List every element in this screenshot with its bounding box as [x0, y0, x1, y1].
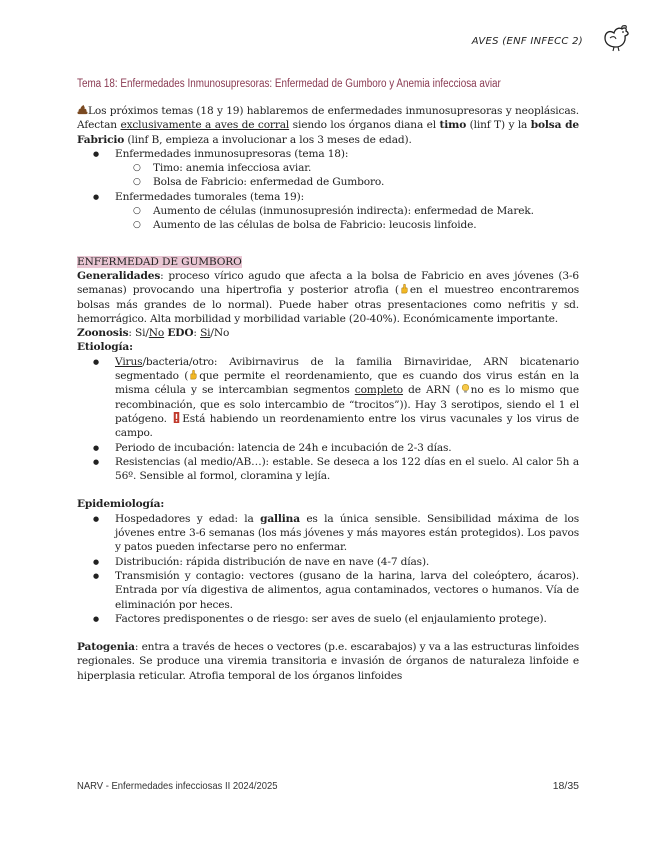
exclamation-icon: [171, 412, 182, 423]
footer-course: NARV - Enfermedades infecciosas II 2024/2025: [77, 780, 278, 792]
patogenia-paragraph: Patogenia: entra a través de heces o vectores (p.e. escarabajos) y va a las estructuras linfoides regionales. Se produce una viremia transitoria e invasión de órganos de naturaleza linfoide e hiperplasia reticular. Atrofia temporal de los órganos linfoides: [77, 641, 579, 682]
hen-icon: [601, 24, 631, 52]
overview-list: [77, 147, 579, 233]
sublist: [115, 204, 579, 233]
epidemiologia-heading: Epidemiología:: [77, 498, 165, 511]
sublist: [115, 161, 579, 190]
list-item: ● Periodo de incubación: latencia de 24h e incubación de 2-3 días.: [77, 441, 579, 455]
list-item: ● Distribución: rápida distribución de nave en nave (4-7 días).: [77, 555, 579, 569]
main-content: [77, 104, 579, 683]
list-item: ● Enfermedades tumorales (tema 19): ○ Aumento de células (inmunosupresión indirecta): enfermedad de Marek. ○ Aumento de las células de bolsa de Fabricio: leucosis linfoide.: [77, 190, 579, 233]
epidemiologia-list: [77, 512, 579, 626]
poop-emoji-icon: [77, 104, 88, 115]
list-item: ● Transmisión y contagio: vectores (gusano de la harina, larva del coleóptero, ácaros). Entrada por vía digestiva de alimentos, agua contaminados, vectores o humanos. Vía de eliminación por heces.: [77, 569, 579, 612]
list-item: ● Resistencias (al medio/AB…): estable. Se deseca a los 122 días en el suelo. Al calor 5h a 56º. Sensible al formol, cloramina y lejía.: [77, 455, 579, 484]
generalidades-paragraph: Generalidades: proceso vírico agudo que afecta a la bolsa de Fabricio en aves jóvenes (3-6 semanas) provocando una hipertrofia y posterior atrofia ( en el muestreo encontraremos bolsas más grandes de lo normal). Puede haber otras presentaciones como nefritis y sd. hemorrágico. Alta morbilidad y morbilidad variable (20-40%). Económicamente importante.: [77, 269, 579, 325]
intro-paragraph: Los próximos temas (18 y 19) hablaremos de enfermedades inmunosupresoras y neoplásicas. Afectan exclusivamente a aves de corral siendo los órganos diana el timo (linf T) y la bolsa de Fabricio (linf B, empieza a involucionar a los 3 meses de edad).: [77, 105, 579, 146]
section-title-gumboro: ENFERMEDAD DE GUMBORO: [77, 255, 242, 268]
footer-page-number: 18/35: [552, 780, 579, 792]
list-item: ● Hospedadores y edad: la gallina es la única sensible. Sensibilidad máxima de los jóvenes entre 3-6 semanas (los más jóvenes y más mayores están protegidos). Los pavos y patos pueden infectarse pero no enfermar.: [77, 512, 579, 555]
list-item: ○ Timo: anemia infecciosa aviar.: [115, 161, 579, 175]
list-item: ○ Aumento de células (inmunosupresión indirecta): enfermedad de Marek.: [115, 204, 579, 218]
header-title: AVES (ENF INFECC 2): [471, 36, 583, 47]
etiologia-heading: Etiología:: [77, 341, 133, 354]
list-item: ● Enfermedades inmunosupresoras (tema 18): ○ Timo: anemia infecciosa aviar. ○ Bolsa de Fabricio: enfermedad de Gumboro.: [77, 147, 579, 190]
lightbulb-icon: [460, 383, 471, 394]
etiologia-list: [77, 355, 579, 484]
topic-title: Tema 18: Enfermedades Inmunosupresoras: Enfermedad de Gumboro y Anemia infecciosa aviar: [77, 78, 501, 90]
list-item: ● Factores predisponentes o de riesgo: ser aves de suelo (el enjaulamiento protege).: [77, 612, 579, 626]
pointing-hand-icon: [188, 369, 199, 380]
pointing-hand-icon: [399, 283, 410, 294]
zoonosis-line: Zoonosis: Si/No EDO: Si/No: [77, 327, 230, 340]
list-item: ○ Bolsa de Fabricio: enfermedad de Gumboro.: [115, 175, 579, 189]
list-item: ○ Aumento de las células de bolsa de Fabricio: leucosis linfoide.: [115, 218, 579, 232]
list-item: ● Virus/bacteria/otro: Avibirnavirus de la familia Birnaviridae, ARN bicatenario segmentado ( que permite el reordenamiento, que es cuando dos virus están en la misma célula y se intercambian segmentos completo de ARN ( no es lo mismo que recombinación, que es solo intercambio de “trocitos”)). Hay 3 serotipos, siendo el 1 el patógeno. Está habiendo un reordenamiento entre los virus vacunales y los virus de campo.: [77, 355, 579, 441]
